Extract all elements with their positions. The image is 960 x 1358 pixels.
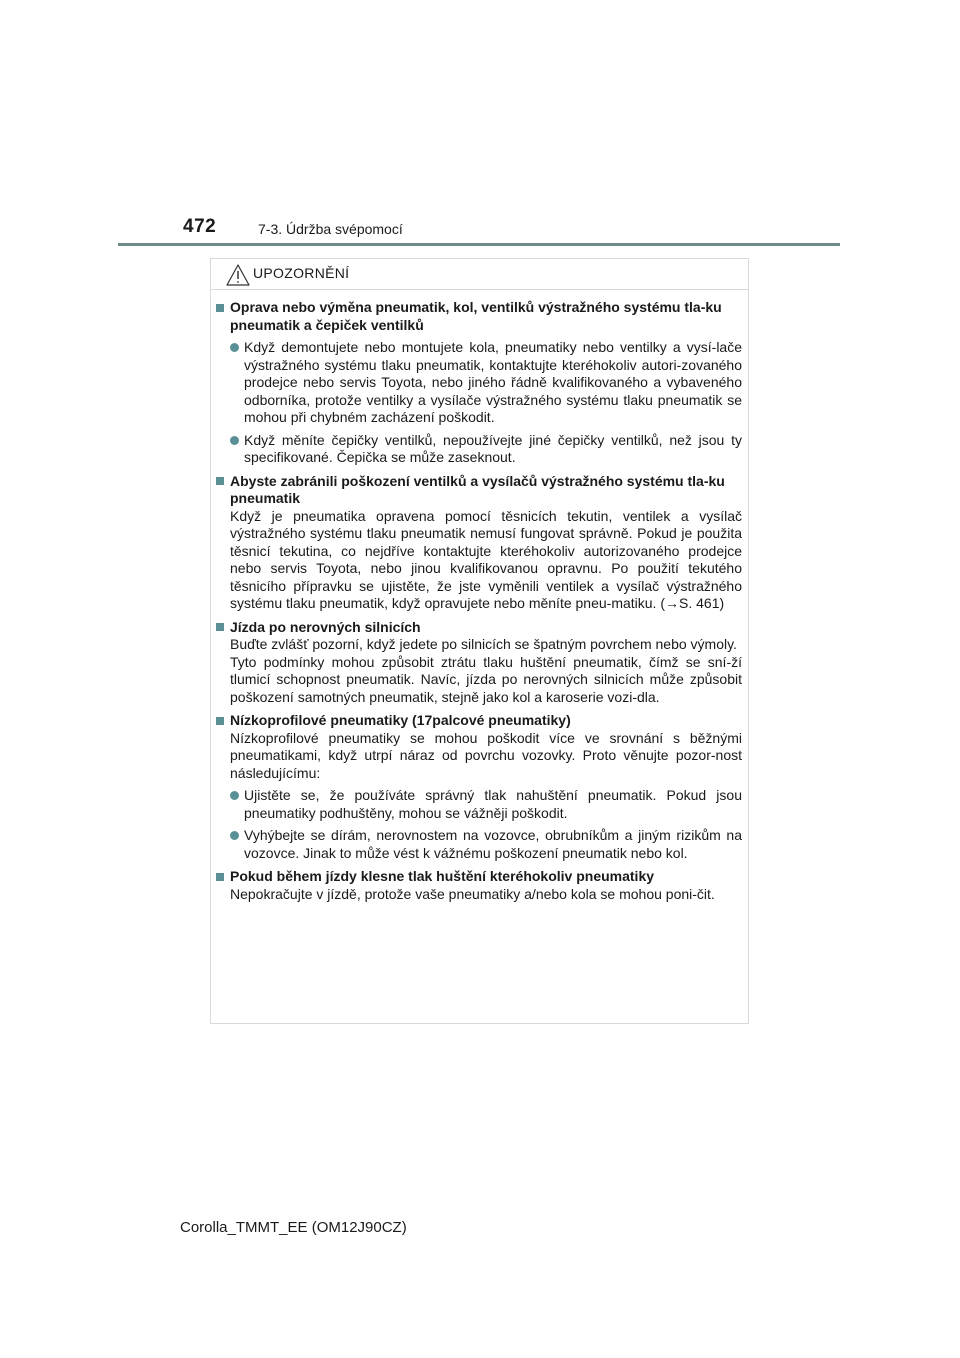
warning-triangle-icon [226, 264, 250, 286]
warning-bullet [230, 827, 742, 862]
round-bullet-icon [230, 791, 239, 800]
warning-item-heading [215, 299, 742, 334]
warning-item-heading [215, 868, 742, 886]
warning-title: UPOZORNĚNÍ [253, 265, 350, 281]
square-bullet-icon [216, 873, 224, 881]
warning-bullet [230, 432, 742, 467]
heading-text: Oprava nebo výměna pneumatik, kol, ventilků výstražného systému tla-ku pneumatik a čepiček ventilků [230, 299, 722, 333]
heading-text: Jízda po nerovných silnicích [230, 618, 421, 635]
section-title: 7-3. Údržba svépomocí [258, 221, 403, 237]
heading-text: Abyste zabránili poškození ventilků a vysílačů výstražného systému tla-ku pneumatik [230, 472, 725, 506]
warning-paragraph: Když je pneumatika opravena pomocí těsnicích tekutin, ventilek a vysílač výstražného systému tlaku pneumatik nemusí fungovat správně. Pokud je použita těsnicí tekutina, co nejdříve kontaktujte kteréhokoliv autorizovaného prodejce nebo servis Toyota, nebo jinou kvalifikovanou opravnu. Po použití tekutého těsnicího přípravku se ujistěte, že jste vyměnili ventilek a vysílač výstražného systému tlaku pneumatik, když opravujete nebo měníte pneu-matiku. (→S. 461) [230, 507, 742, 611]
warning-item [215, 619, 742, 707]
warning-item [215, 712, 742, 862]
header-rule [118, 243, 840, 246]
warning-item [215, 473, 742, 613]
heading-text: Nízkoprofilové pneumatiky (17palcové pneumatiky) [230, 712, 571, 728]
square-bullet-icon [216, 623, 224, 631]
square-bullet-icon [216, 304, 224, 312]
round-bullet-icon [230, 831, 239, 840]
warning-item-heading [215, 473, 742, 508]
warning-item [215, 868, 742, 903]
square-bullet-icon [216, 477, 224, 485]
page-number: 472 [183, 216, 217, 237]
warning-item [215, 299, 742, 467]
square-bullet-icon [216, 717, 224, 725]
warning-header [211, 259, 748, 290]
heading-text: Pokud během jízdy klesne tlak huštění kteréhokoliv pneumatiky [230, 868, 655, 884]
bullet-text: Když měníte čepičky ventilků, nepoužívejte jiné čepičky ventilků, než jsou ty specifikované. Čepička se může zaseknout. [244, 431, 742, 465]
warning-item-heading [215, 712, 742, 730]
bullet-text: Když demontujete nebo montujete kola, pneumatiky nebo ventilky a vysí-lače výstražného systému tlaku pneumatik, kontaktujte kteréhokoliv autori-zovaného prodejce nebo servis Toyota, nebo jiného řádně kvalifikovaného a vybaveného odborníka, protože ventilky a vysílače výstražného systému tlaku pneumatik se mohou při chybném zacházení poškodit. [244, 339, 742, 425]
warning-paragraph: Tyto podmínky mohou způsobit ztrátu tlaku huštění pneumatik, čímž se sní-ží tlumicí schopnost pneumatik. Navíc, jízda po nerovných silnicích může způsobit poškození samotných pneumatik, stejně jako kol a karoserie vozi-dla. [230, 653, 742, 705]
warning-paragraph: Nepokračujte v jízdě, protože vaše pneumatiky a/nebo kola se mohou poni-čit. [230, 885, 715, 902]
footer-model-code: Corolla_TMMT_EE (OM12J90CZ) [180, 1219, 407, 1236]
warning-item-heading [215, 619, 742, 637]
warning-bullet [230, 339, 742, 427]
round-bullet-icon [230, 343, 239, 352]
warning-box [210, 258, 749, 1024]
warning-paragraph: Nízkoprofilové pneumatiky se mohou poškodit více ve srovnání s běžnými pneumatikami, když utrpí náraz od povrchu vozovky. Proto věnujte pozor-nost následujícímu: [230, 729, 742, 781]
warning-body [211, 290, 748, 903]
warning-bullet [230, 787, 742, 822]
bullet-text: Vyhýbejte se dírám, nerovnostem na vozovce, obrubníkům a jiným rizikům na vozovce. Jinak to může vést k vážnému poškození pneumatik nebo kol. [244, 827, 742, 861]
round-bullet-icon [230, 436, 239, 445]
bullet-text: Ujistěte se, že používáte správný tlak nahuštění pneumatik. Pokud jsou pneumatiky podhuštěny, mohou se vážněji poškodit. [244, 787, 742, 821]
warning-paragraph: Buďte zvlášť pozorní, když jedete po silnicích se špatným povrchem nebo výmoly. [230, 636, 737, 652]
